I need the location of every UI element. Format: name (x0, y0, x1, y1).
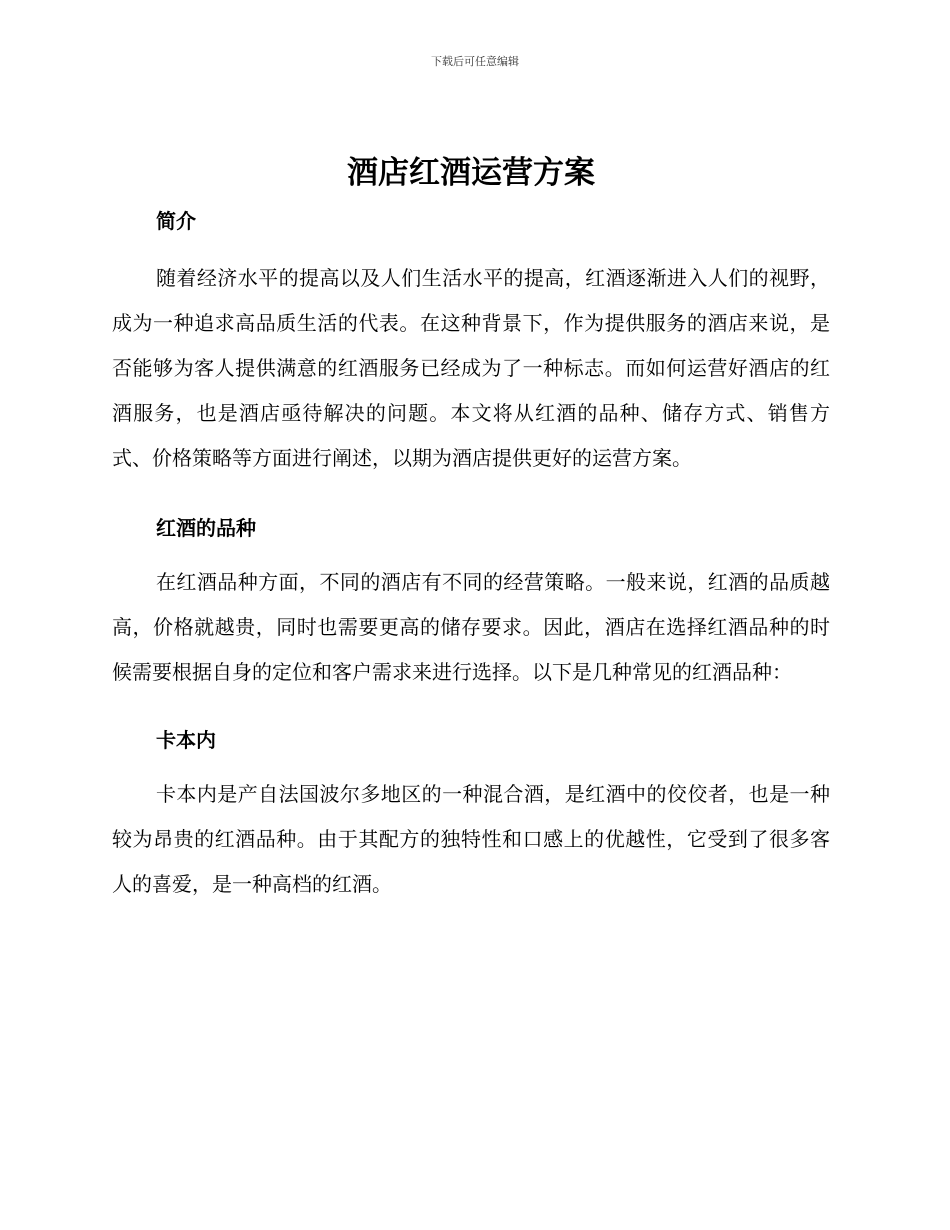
document-body (112, 150, 830, 907)
paragraph-varieties: 在红酒品种方面，不同的酒店有不同的经营策略。一般来说，红酒的品质越高，价格就越贵，同时也需要更高的储存要求。因此，酒店在选择红酒品种的时候需要根据自身的定位和客户需求来进行选择。以下是几种常见的红酒品种： (112, 570, 830, 684)
document-title: 酒店红酒运营方案 (347, 155, 595, 191)
paragraph-cabernet: 卡本内是产自法国波尔多地区的一种混合酒，是红酒中的佼佼者，也是一种较为昂贵的红酒品种。由于其配方的独特性和口感上的优越性，它受到了很多客人的喜爱，是一种高档的红酒。 (112, 782, 830, 896)
section-heading-cabernet: 卡本内 (156, 728, 216, 752)
page-header-note: 下载后可任意编辑 (431, 55, 519, 68)
section-heading-varieties: 红酒的品种 (156, 516, 256, 540)
paragraph-intro: 随着经济水平的提高以及人们生活水平的提高，红酒逐渐进入人们的视野，成为一种追求高品质生活的代表。在这种背景下，作为提供服务的酒店来说，是否能够为客人提供满意的红酒服务已经成为了一种标志。而如何运营好酒店的红酒服务，也是酒店亟待解决的问题。本文将从红酒的品种、储存方式、销售方式、价格策略等方面进行阐述，以期为酒店提供更好的运营方案。 (112, 266, 830, 470)
section-heading-intro: 简介 (156, 209, 196, 233)
